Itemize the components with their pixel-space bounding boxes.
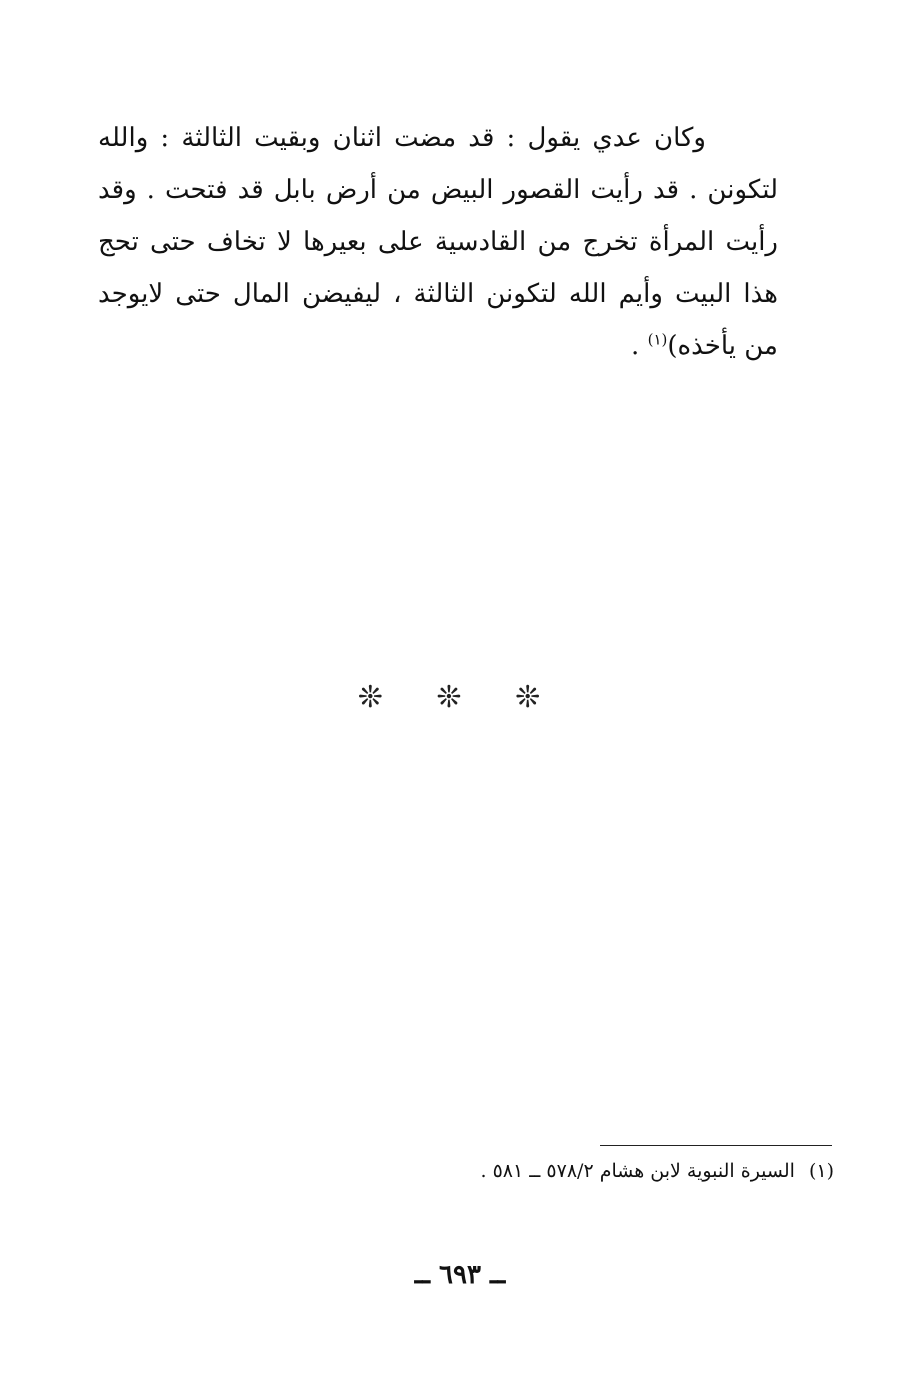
paragraph [98, 112, 778, 372]
footnote-marker: (١) [808, 1160, 834, 1182]
paragraph-text: وكان عدي يقول : قد مضت اثنان وبقيت الثالثة : والله لتكونن . قد رأيت القصور البيض من أرض بابل قد فتحت . وقد رأيت المرأة تخرج من القادسية على بعيرها لا تخاف حتى تحج هذا البيت وأيم الله لتكونن الثالثة ، ليفيضن المال حتى لايوجد من يأخذه) [98, 123, 778, 361]
footnote-separator-rule [600, 1145, 832, 1146]
section-divider-ornament: ❊ ❊ ❊ [357, 680, 563, 715]
footnote [300, 1155, 834, 1187]
main-text-block [98, 112, 778, 372]
page-number: ــ ٦٩٣ ــ [414, 1260, 506, 1290]
footnote-reference: (١) [647, 330, 668, 349]
paragraph-ending: . [631, 331, 648, 361]
footnote-text: السيرة النبوية لابن هشام ٥٧٨/٢ ــ ٥٨١ . [480, 1160, 795, 1182]
